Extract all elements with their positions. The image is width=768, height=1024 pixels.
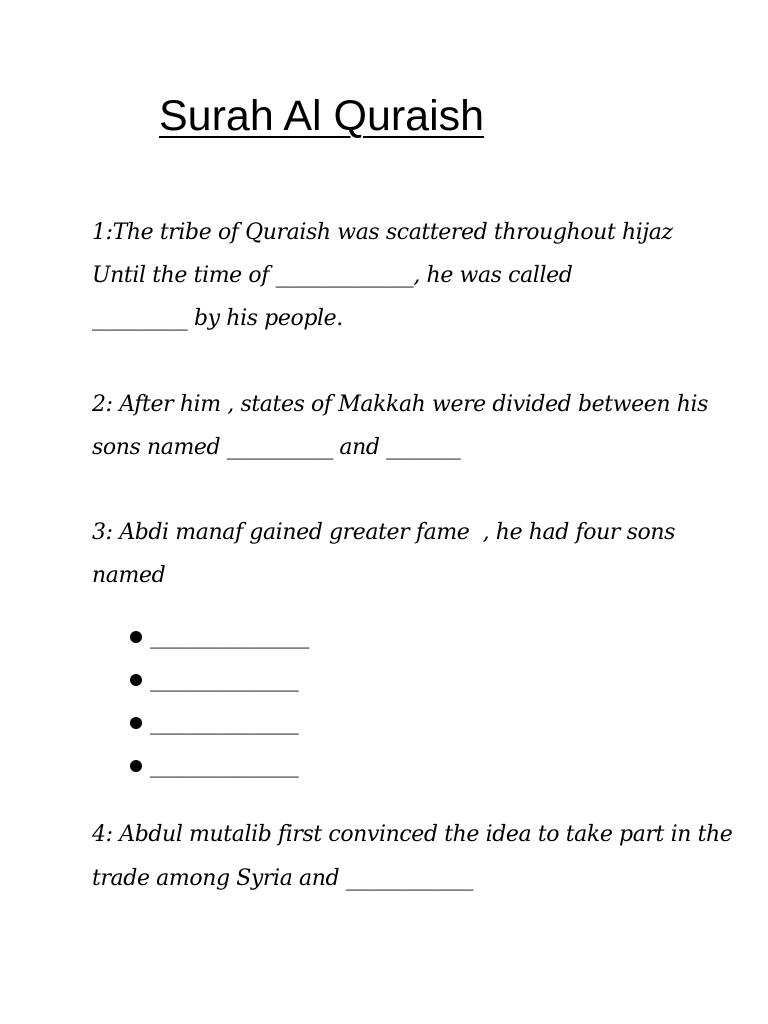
question-1-line-3: _________ by his people. — [92, 306, 343, 331]
bullet-icon — [130, 760, 142, 772]
question-2-line-1: 2: After him , states of Makkah were divided between his — [92, 392, 709, 417]
answer-blank: ______________ — [150, 753, 299, 778]
question-2-line-2: sons named __________ and _______ — [92, 435, 461, 460]
answer-blank: ______________ — [150, 667, 299, 692]
bullet-icon — [130, 717, 142, 729]
list-item — [114, 739, 298, 793]
question-4-line-1: 4: Abdul mutalib first convinced the idea to take part in the — [92, 822, 733, 847]
question-1-line-2: Until the time of _____________, he was called — [92, 263, 573, 288]
page-title: Surah Al Quraish — [159, 92, 485, 140]
answer-blank: ______________ — [150, 710, 299, 735]
answer-blank: _______________ — [150, 624, 310, 649]
question-1-line-1: 1:The tribe of Quraish was scattered throughout hijaz — [92, 220, 673, 245]
bullet-icon — [130, 631, 142, 643]
question-4-line-2: trade among Syria and ____________ — [92, 866, 473, 891]
question-3-line-2: named — [92, 563, 166, 588]
question-3-line-1: 3: Abdi manaf gained greater fame , he had four sons — [92, 520, 676, 545]
bullet-icon — [130, 674, 142, 686]
